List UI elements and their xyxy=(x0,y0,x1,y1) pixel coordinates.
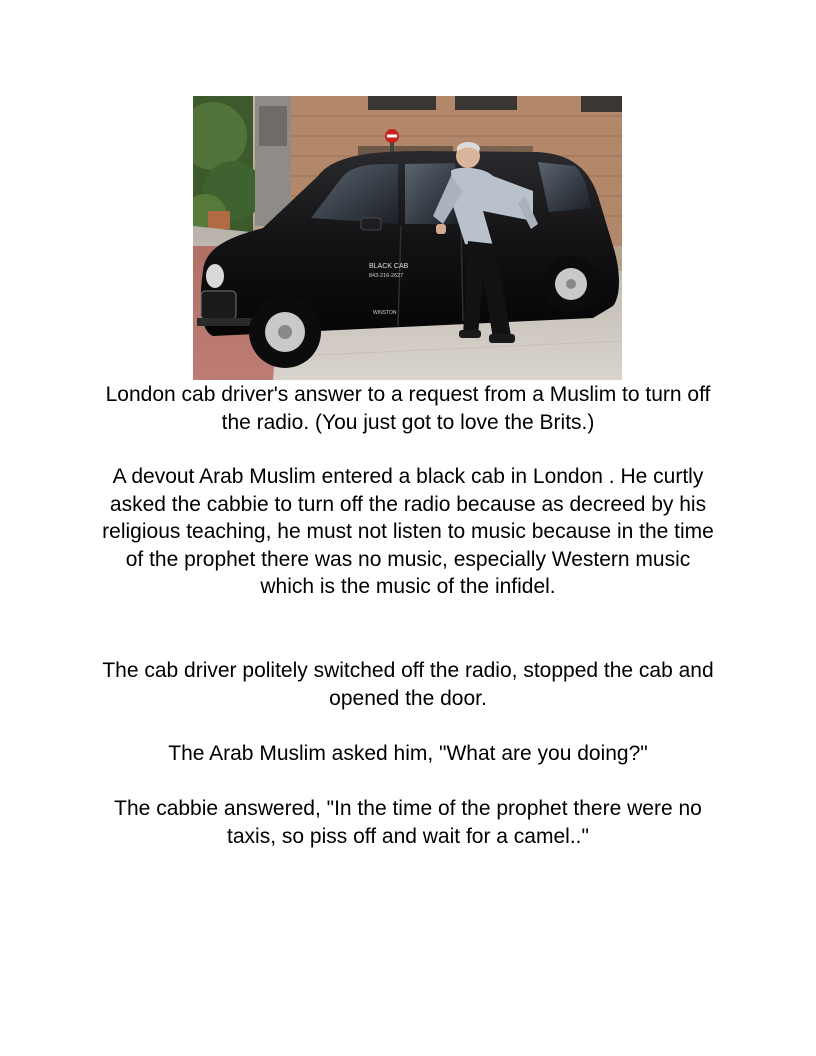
story-paragraph: The cab driver politely switched off the radio, stopped the cab and opened the door. xyxy=(102,659,714,710)
photo-caption: London cab driver's answer to a request from a Muslim to turn off the radio. (You just got to love the Brits.) xyxy=(105,383,711,434)
decal-line-3: WINSTON xyxy=(373,310,397,316)
story-paragraph: A devout Arab Muslim entered a black cab in London . He curtly asked the cabbie to turn off the radio because as decreed by his religious teaching, he must not listen to music because in the time of the prophet there was no music, especially Western music which is the music of the infidel. xyxy=(102,465,714,598)
decal-line-1: BLACK CAB xyxy=(369,263,409,270)
cab-photo xyxy=(193,96,622,380)
story-paragraph: The Arab Muslim asked him, "What are you doing?" xyxy=(168,742,648,765)
decal-line-2: 843-216-2627 xyxy=(369,273,404,279)
story-paragraph: The cabbie answered, "In the time of the prophet there were no taxis, so piss off and wait for a camel.." xyxy=(114,797,702,848)
